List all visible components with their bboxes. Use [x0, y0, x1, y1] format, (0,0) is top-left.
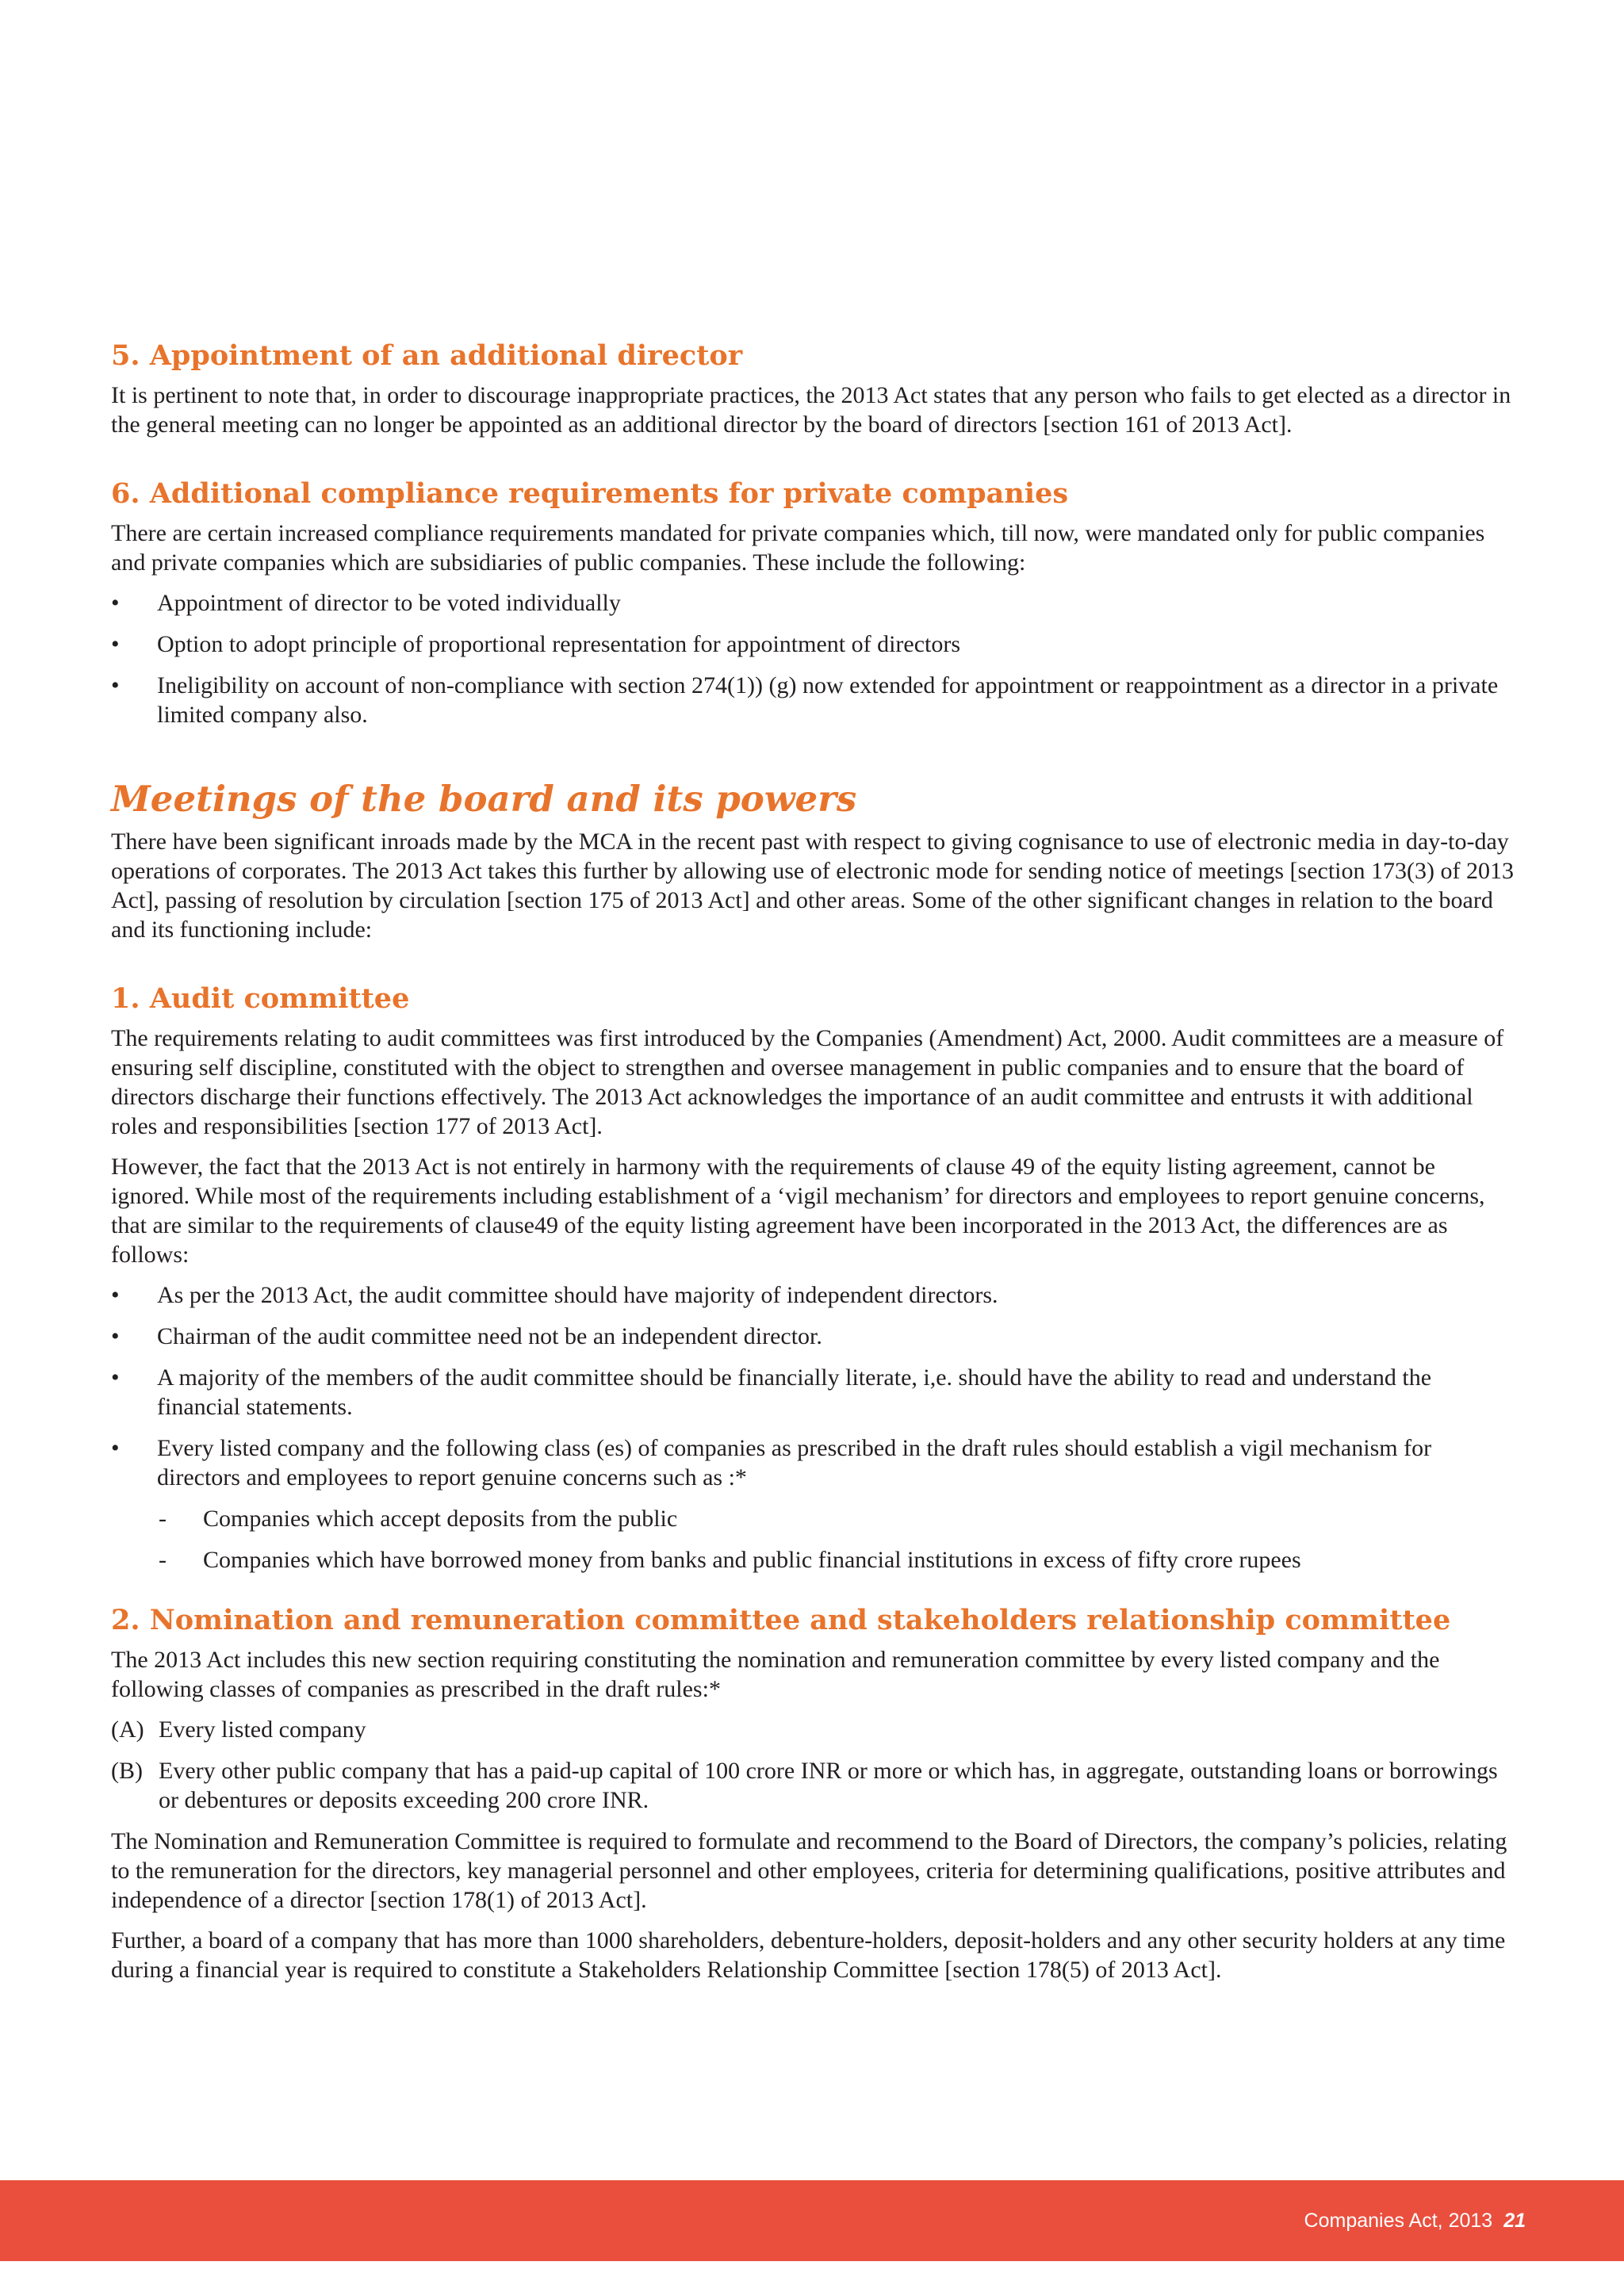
dash-marker: -: [159, 1506, 167, 1532]
paragraph: The requirements relating to audit committees was first introduced by the Companies (Amendment) Act, 2000. Audit committees are a measure of ensuring self discipline, constituted with the object to strengthen and oversee management in public companies and to ensure that the board of directors discharge their functions effectively. The 2013 Act acknowledges the importance of an audit committee and entrusts it with additional roles and responsibilities [section 177 of 2013 Act].: [111, 1025, 1504, 1139]
list-item: [111, 1545, 1515, 1575]
major-heading-meetings-of-board: Meetings of the board and its powers: [111, 778, 857, 820]
list-label: (A): [111, 1716, 144, 1743]
list-item: [111, 1280, 1515, 1310]
bullet-list: [111, 588, 1515, 729]
list-item: [111, 1756, 1515, 1815]
paragraph: Further, a board of a company that has more than 1000 shareholders, debenture-holders, deposit-holders and any other security holders at any time during a financial year is required to constitute a Stakeholders Relationship Committee [section 178(5) of 2013 Act].: [111, 1927, 1506, 1983]
section-heading-audit-committee: 1. Audit committee: [111, 982, 410, 1015]
list-item-text: Companies which have borrowed money from banks and public financial institutions in excess of fifty crore rupees: [203, 1547, 1301, 1573]
list-item: [111, 1504, 1515, 1533]
dash-marker: -: [159, 1547, 167, 1573]
paragraph: It is pertinent to note that, in order to discourage inappropriate practices, the 2013 Act states that any person who fails to get elected as a director in the general meeting can no longer be appointed as an additional director by the board of directors [section 161 of 2013 Act].: [111, 382, 1511, 438]
section-heading-private-companies: 6. Additional compliance requirements for private companies: [111, 477, 1069, 510]
list-item: [111, 1433, 1515, 1492]
footer-title: Companies Act, 2013: [1304, 2210, 1493, 2232]
paragraph: The 2013 Act includes this new section requiring constituting the nomination and remuneration committee by every listed company and the following classes of companies as prescribed in the draft rules:*: [111, 1647, 1440, 1702]
section-heading-nomination-committee: 2. Nomination and remuneration committee and stakeholders relationship committee: [111, 1604, 1451, 1636]
list-item: [111, 671, 1515, 729]
footer-text: [1304, 2209, 1526, 2233]
list-item-text: Option to adopt principle of proportional representation for appointment of directors: [157, 631, 961, 657]
page-number: 21: [1503, 2210, 1526, 2232]
list-item-text: Every listed company and the following class (es) of companies as prescribed in the draft rules should establish a vigil mechanism for directors and employees to report genuine concerns such as :*: [157, 1435, 1432, 1490]
list-item: [111, 1322, 1515, 1351]
list-label: (B): [111, 1758, 143, 1784]
paragraph: The Nomination and Remuneration Committee is required to formulate and recommend to the Board of Directors, the company’s policies, relating to the remuneration for the directors, key managerial personnel and other employees, criteria for determining qualifications, positive attributes and independence of a director [section 178(1) of 2013 Act].: [111, 1828, 1507, 1913]
list-item-text: Ineligibility on account of non-compliance with section 274(1)) (g) now extended for appointment or reappointment as a director in a private limited company also.: [157, 672, 1499, 728]
list-item-text: Chairman of the audit committee need not be an independent director.: [157, 1323, 822, 1349]
list-item-text: As per the 2013 Act, the audit committee should have majority of independent directors.: [157, 1282, 998, 1308]
list-item-text: Every other public company that has a paid-up capital of 100 crore INR or more or which has, in aggregate, outstanding loans or borrowings or debentures or deposits exceeding 200 crore INR.: [159, 1758, 1498, 1813]
bullet-marker: •: [111, 590, 120, 616]
list-item: [111, 629, 1515, 659]
paragraph: However, the fact that the 2013 Act is not entirely in harmony with the requirements of clause 49 of the equity listing agreement, cannot be ignored. While most of the requirements including establishment of a ‘vigil mechanism’ for directors and employees to report genuine concerns, that are similar to the requirements of clause49 of the equity listing agreement have been incorporated in the 2013 Act, the differences are as follows:: [111, 1154, 1485, 1268]
lettered-list: [111, 1715, 1515, 1815]
bullet-marker: •: [111, 1364, 120, 1391]
bullet-marker: •: [111, 1323, 120, 1349]
page-content: [111, 339, 1515, 1996]
paragraph: There have been significant inroads made by the MCA in the recent past with respect to giving cognisance to use of electronic media in day-to-day operations of corporates. The 2013 Act takes this further by allowing use of electronic mode for sending notice of meetings [section 173(3) of 2013 Act], passing of resolution by circulation [section 175 of 2013 Act] and other areas. Some of the other significant changes in relation to the board and its functioning include:: [111, 828, 1514, 943]
list-item: [111, 1363, 1515, 1422]
dash-list: [111, 1504, 1515, 1575]
list-item-text: Companies which accept deposits from the public: [203, 1506, 678, 1532]
list-item: [111, 1715, 1515, 1744]
bullet-list: [111, 1280, 1515, 1492]
bullet-marker: •: [111, 1435, 120, 1461]
bullet-marker: •: [111, 631, 120, 657]
list-item-text: Appointment of director to be voted individually: [157, 590, 621, 616]
list-item-text: Every listed company: [159, 1716, 366, 1743]
bullet-marker: •: [111, 672, 120, 698]
bullet-marker: •: [111, 1282, 120, 1308]
list-item-text: A majority of the members of the audit committee should be financially literate, i,e. should have the ability to read and understand the financial statements.: [157, 1364, 1432, 1420]
footer-band: [0, 2180, 1624, 2261]
list-item: [111, 588, 1515, 618]
section-heading-additional-director: 5. Appointment of an additional director: [111, 339, 743, 372]
paragraph: There are certain increased compliance requirements mandated for private companies which, till now, were mandated only for public companies and private companies which are subsidiaries of public companies. These include the following:: [111, 520, 1485, 576]
